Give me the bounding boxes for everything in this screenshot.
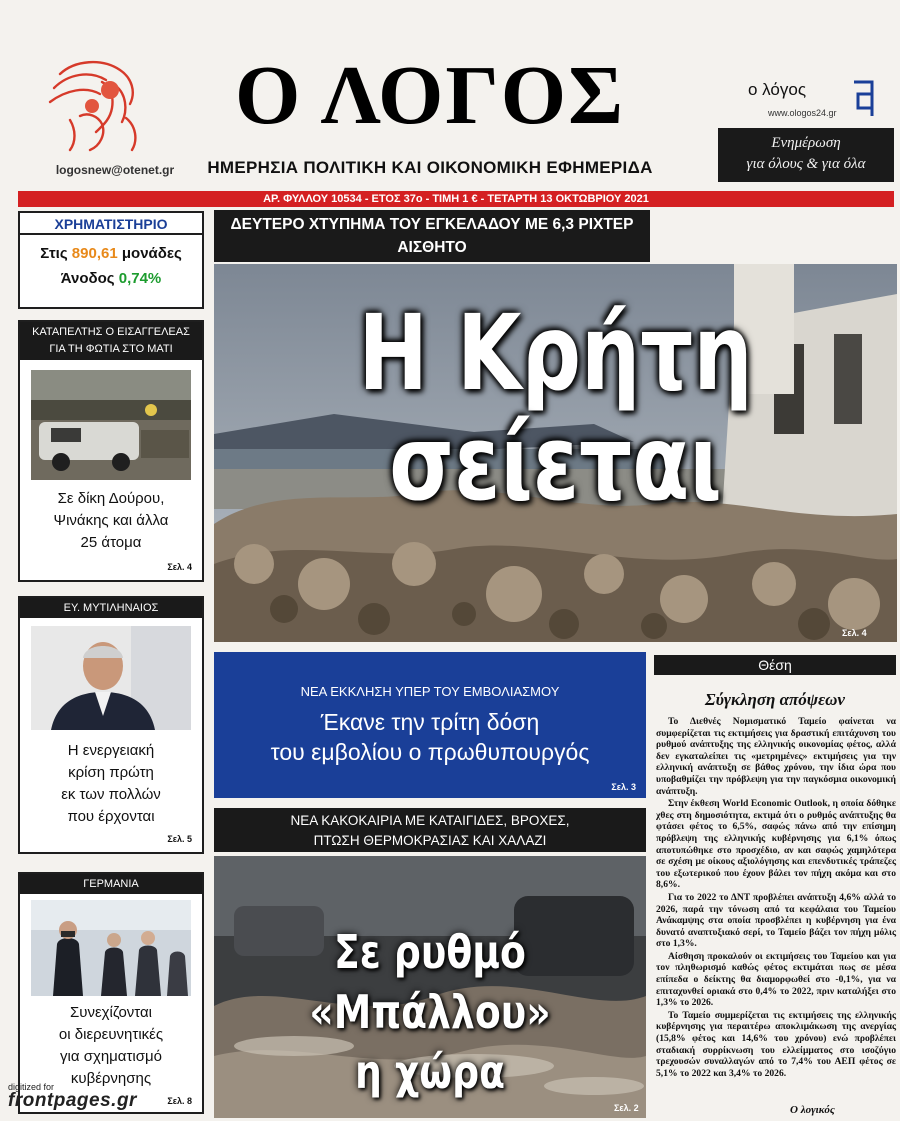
newspaper-title: Ο ΛΟΓΟΣ [234,49,626,142]
story-photo-burned-cars [31,370,191,480]
story-headline: Σε δίκη Δούρου, Ψινάκης και άλλα 25 άτομα [53,490,169,551]
stock-index-value: 890,61 [71,245,118,262]
editorial-paragraph: Το Ταμείο συμμερίζεται τις εκτιμήσεις της ελληνικής κυβέρνησης για περαιτέρω αποκλιμάκωση της ανεργίας (15,8% φέτος και 14,6% του χρόνου) ενώ προβλέπει σταδιακή συρρίκνωση του ελλείμματος στο ισοζύγιο τρεχουσών συναλλαγών από το 7,4% του ΑΕΠ φέτος σε 5,1% το 2022 και 3,4% το 2026. [656,1009,896,1079]
story-headline: Έκανε την τρίτη δόση του εμβολίου ο πρωθυπουργός [270,709,590,765]
page-reference: Σελ. 8 [167,1096,192,1106]
story-photo-portrait [31,626,191,730]
editorial-body [656,716,896,1080]
page-reference: Σελ. 5 [167,834,192,844]
website-url[interactable]: www.ologos24.gr [768,108,837,118]
editorial-signature: Ο λογικός [790,1104,835,1116]
story-kicker: ΝΕΑ ΕΚΚΛΗΣΗ ΥΠΕΡ ΤΟΥ ΕΜΒΟΛΙΑΣΜΟΥ [300,684,560,699]
newspaper-subtitle: ΗΜΕΡΗΣΙΑ ΠΟΛΙΤΙΚΗ ΚΑΙ ΟΙΚΟΝΟΜΙΚΗ ΕΦΗΜΕΡΙΔΑ [207,158,653,177]
digitization-credit[interactable]: digitized for frontpages.gr [8,1082,137,1111]
contact-email[interactable]: logosnew@otenet.gr [55,163,175,177]
stock-change-value: 0,74% [118,270,162,287]
stock-change-line: Άνοδος 0,74% [60,270,162,287]
promo-line-2: για όλους & για όλα [746,156,866,172]
editorial-section-header: Θέση [654,655,896,675]
vaccine-story-box[interactable] [214,652,646,798]
main-story-headline: Η Κρήτη σείεται [358,292,753,524]
editorial-title: Σύγκληση απόψεων [705,690,845,709]
sidebar-story-germany[interactable] [18,872,204,1114]
weather-story-kicker: ΝΕΑ ΚΑΚΟΚΑΙΡΙΑ ΜΕ ΚΑΤΑΙΓΙΔΕΣ, ΒΡΟΧΕΣ, ΠΤΩΣΗ ΘΕΡΜΟΚΡΑΣΙΑΣ ΚΑΙ ΧΑΛΑΖΙ [214,808,646,852]
story-headline: Η ενεργειακή κρίση πρώτη εκ των πολλών που έρχονται [61,742,161,825]
promo-line-1: Ενημέρωση [771,135,841,151]
story-headline: Συνεχίζονται οι διερευνητικές για σχηματισμό κυβέρνησης [58,1004,164,1087]
page-reference: Σελ. 3 [611,782,636,792]
sidebar-story-mytilineos[interactable] [18,596,204,854]
stock-market-box [18,211,204,309]
website-brand: ο λόγος [748,80,807,99]
editorial-paragraph: Στην έκθεση World Economic Outlook, η οποία δόθηκε χθες στη δημοσιότητα, εκτιμά ότι ο ρυθμός ανάπτυξης θα φτάσει φέτος το 6,5%, σαφώς πάνω από την επίσημη πρόβλεψη της ελληνικής κυβέρνησης για 6,1% όπως αποτυπώθηκε στο προσχέδιο, αν και σαφώς χαμηλότερα σε σχέση με οίκους αξιολόγησης και επενδυτικές τράπεζες του εξωτερικού που έχουν βάλει τον πήχη ακόμα και στο 8,6%. [656,798,896,891]
editorial-paragraph: Για το 2022 το ΔΝΤ προβλέπει ανάπτυξη 4,6% αλλά το 2026, παρά την τόνωση από τα κεφάλαια του Ταμείου Ανάκαμψης στα οποία προσβλέπει η κυβέρνηση για ένα δυνατό αναπτυξιακό σερί, το Ταμείο βάζει τον πήχη μόλις στο 1,3%. [656,891,896,950]
editorial-paragraph: Το Διεθνές Νομισματικό Ταμείο φαίνεται να συμφερίζεται τις εκτιμήσεις για δραστική επιτάχυνση του ρυθμού ανάπτυξης της ελληνικής οικονομίας φέτος, αλλά δεν εγκαταλείπει τις «μετρημένες» εκτιμήσεις για την ελληνική ανάπτυξη σε βάθος χρόνου, την ίδια ώρα που υποβαθμίζει την πρόβλεψη για την παγκόσμια οικονομική ανάπτυξη. [656,716,896,797]
weather-story-headline: Σε ρυθμό «Μπάλλου» η χώρα [309,925,551,1099]
sidebar-story-mati-fire[interactable] [18,320,204,582]
stock-index-line: Στις 890,61 μονάδες [40,245,182,262]
story-kicker: ΚΑΤΑΠΕΛΤΗΣ Ο ΕΙΣΑΓΓΕΛΕΑΣ ΓΙΑ ΤΗ ΦΩΤΙΑ ΣΤΟ ΜΑΤΙ [20,322,202,360]
website-promo-box [718,128,894,182]
story-kicker: ΓΕΡΜΑΝΙΑ [20,874,202,894]
page-reference: Σελ. 2 [614,1103,639,1113]
story-kicker: ΕΥ. ΜΥΤΙΛΗΝΑΙΟΣ [20,598,202,618]
main-story-kicker: ΔΕΥΤΕΡΟ ΧΤΥΠΗΜΑ ΤΟΥ ΕΓΚΕΛΑΔΟΥ ΜΕ 6,3 ΡΙΧΤΕΡ ΑΙΣΘΗΤΟ [214,210,650,262]
page-reference: Σελ. 4 [842,628,867,638]
stock-market-header: ΧΡΗΜΑΤΙΣΤΗΡΙΟ [20,213,202,235]
page-reference: Σελ. 4 [167,562,192,572]
masthead-figure-logo [40,56,150,156]
issue-info-bar: ΑΡ. ΦΥΛΛΟΥ 10534 - ΕΤΟΣ 37ο - ΤΙΜΗ 1 € - ΤΕΤΑΡΤΗ 13 ΟΚΤΩΒΡΙΟΥ 2021 [18,191,894,207]
story-photo-politicians [31,900,191,996]
editorial-paragraph: Αίσθηση προκαλούν οι εκτιμήσεις του Ταμείου και για τον πληθωρισμό καθώς φέτος εκτιμάται πως σε μέσα επίπεδα ο δείκτης θα διαμορφωθεί στο -0,1%, για να επιταχυνθεί οριακά στο 0,4% το 2022, πριν καταλήξει στο 1,3% το 2026. [656,950,896,1009]
